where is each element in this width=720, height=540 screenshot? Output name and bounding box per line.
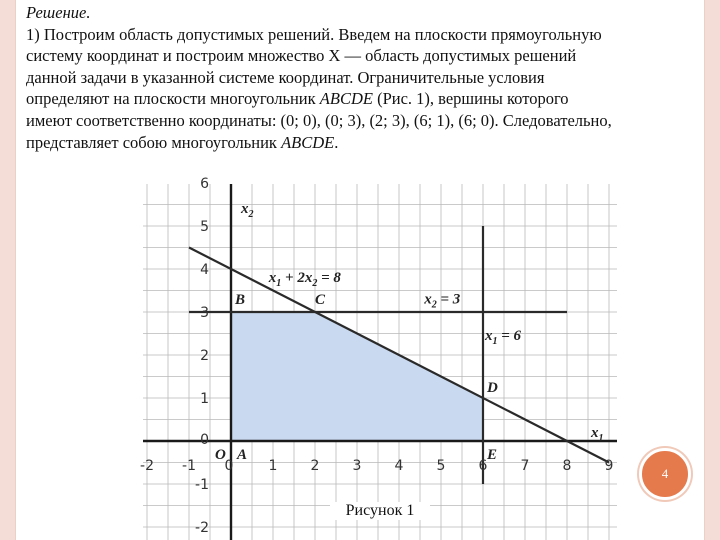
x-tick-label: 0 bbox=[224, 458, 234, 474]
vertex-label-a: A bbox=[237, 447, 248, 463]
y-axis-label: $x_2$ bbox=[241, 201, 254, 220]
text-line-6-end: . bbox=[334, 132, 339, 152]
x-tick-label: 6 bbox=[478, 458, 488, 474]
text-line-4-start: определяют на плоскости многоугольник bbox=[26, 89, 320, 109]
y-tick-label: 2 bbox=[200, 348, 209, 364]
x-tick-label: -2 bbox=[140, 458, 154, 474]
vertex-label-c: C bbox=[315, 292, 326, 308]
y-tick-label: 6 bbox=[200, 176, 209, 192]
slide-frame-left bbox=[0, 0, 16, 540]
x-tick-label: 1 bbox=[268, 458, 278, 474]
x-tick-label: 4 bbox=[394, 458, 404, 474]
x-tick-label: 3 bbox=[352, 458, 362, 474]
solution-text bbox=[26, 2, 686, 153]
polygon-name: ABCDE bbox=[319, 89, 373, 109]
text-line-3: данной задачи в указанной системе координат. Ограничительные условия bbox=[26, 67, 545, 87]
x-axis-label: $x_1$ bbox=[591, 425, 604, 444]
text-line-1: 1) Построим область допустимых решений. Введем на плоскости прямоугольную bbox=[26, 24, 602, 44]
figure-caption: Рисунок 1 bbox=[330, 502, 430, 520]
text-line-4-end: (Рис. 1), вершины которого bbox=[372, 89, 569, 109]
x-tick-label: 8 bbox=[562, 458, 572, 474]
line-label-1: $x_1 + 2x_2 = 8$ bbox=[268, 269, 341, 289]
solution-heading: Решение. bbox=[26, 3, 91, 22]
feasible-region-chart bbox=[140, 176, 617, 540]
line-label-2: $x_2 = 3$ bbox=[424, 291, 461, 311]
page-number-badge: 4 bbox=[639, 448, 691, 500]
x-tick-label: 2 bbox=[310, 458, 320, 474]
text-line-6-start: представляет собою многоугольник bbox=[26, 132, 282, 152]
text-line-2: систему координат и построим множество X — область допустимых решений bbox=[26, 46, 577, 66]
text-line-6 bbox=[26, 132, 686, 154]
x-tick-label: 9 bbox=[604, 458, 614, 474]
y-tick-label: 3 bbox=[200, 305, 209, 321]
vertex-label-e: E bbox=[487, 447, 498, 463]
x-tick-label: -1 bbox=[182, 458, 196, 474]
y-tick-label: -1 bbox=[195, 477, 209, 493]
y-tick-label: -2 bbox=[195, 520, 209, 536]
text-line-4 bbox=[26, 88, 686, 110]
text-line-5: имеют соответственно координаты: (0; 0), (0; 3), (2; 3), (6; 1), (6; 0). Следовательно, bbox=[26, 110, 612, 130]
vertex-label-d: D bbox=[487, 380, 498, 396]
line-label-3: $x_1 = 6$ bbox=[485, 327, 522, 347]
vertex-label-b: B bbox=[235, 292, 246, 308]
y-tick-label: 0 bbox=[200, 432, 209, 448]
vertex-label-o: O bbox=[215, 447, 226, 463]
y-tick-label: 4 bbox=[200, 262, 209, 278]
y-tick-label: 1 bbox=[200, 391, 209, 407]
x-tick-label: 5 bbox=[436, 458, 446, 474]
x-tick-label: 7 bbox=[520, 458, 530, 474]
y-tick-label: 5 bbox=[200, 219, 209, 235]
polygon-name-2: ABCDE bbox=[281, 132, 335, 152]
slide-frame-right bbox=[704, 0, 720, 540]
